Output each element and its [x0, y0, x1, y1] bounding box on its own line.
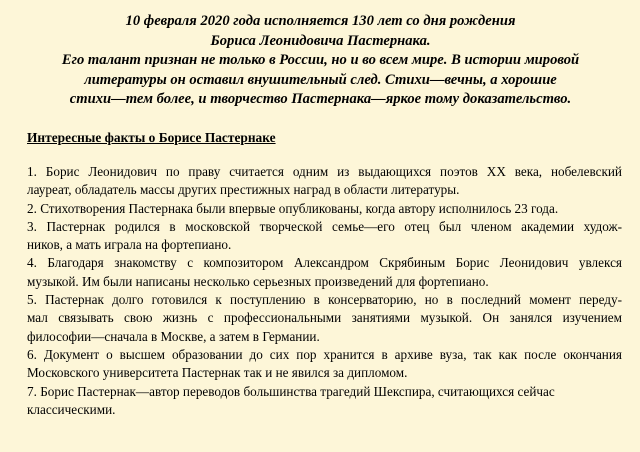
fact-item — [27, 291, 622, 346]
intro-paragraph — [27, 12, 614, 110]
fact-item — [27, 346, 622, 383]
fact-line: 6. Документ о высшем образовании до сих пор хранится в архиве вуза, так как после окончания — [27, 346, 622, 362]
fact-line: лауреат, обладатель массы других престижных наград в области литературы. — [27, 182, 460, 198]
facts-list — [27, 163, 622, 419]
intro-line: Его талант признан не только в России, но и во всем мире. В истории мировой — [61, 52, 580, 69]
facts-heading: Интересные факты о Борисе Пастернаке — [27, 129, 276, 145]
fact-line: мал связывать свою жизнь с профессиональными занятиями музыкой. Он занялся изучением — [27, 310, 622, 326]
fact-line: классическими. — [27, 401, 116, 417]
intro-line: стихи—тем более, и творчество Пастернака—яркое тому доказательство. — [69, 91, 572, 108]
fact-item — [27, 163, 622, 200]
intro-line: литературы он оставил внушительный след. Стихи—вечны, а хорошие — [84, 71, 557, 88]
fact-item — [27, 254, 622, 291]
fact-line: 1. Борис Леонидович по праву считается одним из выдающихся поэтов XX века, нобелевский — [27, 163, 622, 179]
fact-item — [27, 218, 622, 255]
fact-line: музыкой. Им были написаны несколько серьезных произведений для фортепиано. — [27, 273, 489, 289]
fact-line: Московского университета Пастернак так и не явился за дипломом. — [27, 365, 408, 381]
fact-item — [27, 200, 622, 218]
fact-line: философии—сначала в Москве, а затем в Германии. — [27, 328, 320, 344]
intro-line: 10 февраля 2020 года исполняется 130 лет со дня рождения — [125, 13, 516, 29]
fact-line: 4. Благодаря знакомству с композитором Александром Скрябиным Борис Леонидович увлекся — [27, 255, 622, 271]
fact-item — [27, 383, 622, 420]
intro-line: Бориса Леонидовича Пастернака. — [210, 32, 431, 49]
fact-line: 3. Пастернак родился в московской творческой семье—его отец был членом академии худож- — [27, 218, 622, 234]
fact-line: ников, а мать играла на фортепиано. — [27, 237, 232, 253]
fact-line: 5. Пастернак долго готовился к поступлению в консерваторию, но в последний момент переду- — [27, 292, 622, 308]
fact-line: 7. Борис Пастернак—автор переводов большинства трагедий Шекспира, считающихся сейчас — [27, 383, 555, 399]
fact-line: 2. Стихотворения Пастернака были впервые опубликованы, когда автору исполнилось 23 года. — [27, 200, 559, 216]
